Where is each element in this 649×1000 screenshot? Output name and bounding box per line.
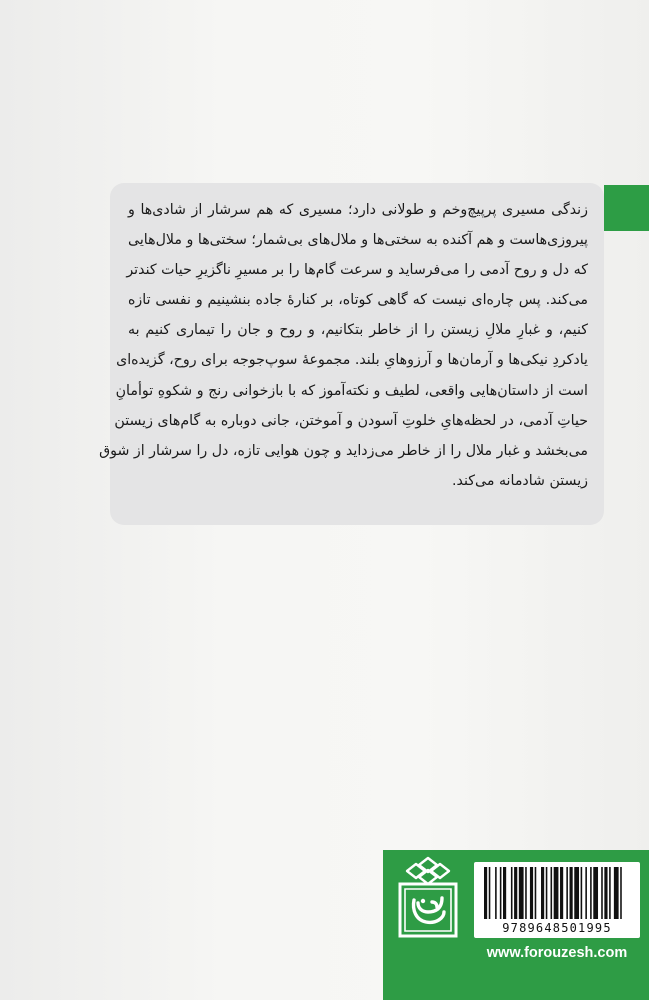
barcode-bar bbox=[566, 867, 568, 919]
barcode-bar bbox=[541, 867, 544, 919]
barcode-bar bbox=[590, 867, 592, 919]
barcode-bar bbox=[574, 867, 579, 919]
blurb-line-10: زیستن شادمانه می‌کند. bbox=[452, 472, 588, 489]
barcode-bars bbox=[484, 867, 632, 919]
publisher-logo-icon bbox=[392, 856, 464, 940]
barcode-bar bbox=[535, 867, 537, 919]
blurb-line-3: که دل و روح آدمی را می‌فرساید و سرعت گام‌ها را بر مسیرِ ناگزیرِ حیات کندتر bbox=[126, 262, 588, 279]
blurb-line-4: می‌کند. پس چاره‌ای نیست که گاهی کوتاه، بر کنارهٔ جاده بنشینیم و نفسی تازه bbox=[128, 292, 588, 309]
barcode-bar bbox=[489, 867, 491, 919]
green-tab bbox=[604, 185, 649, 231]
barcode-bar bbox=[500, 867, 502, 919]
barcode-bar bbox=[554, 867, 559, 919]
isbn-number: 9789648501995 bbox=[502, 921, 612, 935]
barcode-bar bbox=[604, 867, 607, 919]
isbn-barcode bbox=[474, 862, 640, 938]
barcode-bar bbox=[581, 867, 583, 919]
blurb-line-1: زندگی مسیری پرپیچ‌وخم و طولانی دارد؛ مسیری که هم سرشار از شادی‌ها و bbox=[128, 202, 588, 218]
barcode-bar bbox=[495, 867, 497, 919]
blurb-line-7: است از داستان‌هایی واقعی، لطیف و نکته‌آموز که با بازخوانی رنج و شکوهِ توأمانِ bbox=[115, 382, 588, 399]
blurb-line-2: پیروزی‌هاست و هم آکنده به سختی‌ها و ملال‌های بی‌شمار؛ سختی‌ها و ملال‌هایی bbox=[128, 232, 588, 249]
barcode-bar bbox=[511, 867, 513, 919]
barcode-bar bbox=[514, 867, 517, 919]
blurb-line-9: می‌بخشد و غبار ملال را از خاطر می‌زداید و چون هوایی تازه، دل را سرشار از شوق bbox=[99, 442, 588, 459]
publisher-website: www.forouzesh.com bbox=[486, 945, 628, 961]
blurb-line-5: کنیم، و غبارِ ملالِ زیستن را از خاطر بتکانیم، و روح و جان را تیماری کنیم به bbox=[128, 322, 588, 339]
barcode-bar bbox=[551, 867, 553, 919]
barcode-bar bbox=[609, 867, 611, 919]
blurb-box bbox=[99, 183, 604, 525]
barcode-bar bbox=[620, 867, 622, 919]
barcode-bar bbox=[530, 867, 533, 919]
barcode-bar bbox=[519, 867, 524, 919]
barcode-bar bbox=[593, 867, 598, 919]
barcode-bar bbox=[503, 867, 506, 919]
barcode-bar bbox=[484, 867, 487, 919]
barcode-bar bbox=[614, 867, 619, 919]
barcode-bar bbox=[560, 867, 563, 919]
blurb-line-6: یادکردِ نیکی‌ها و آرمان‌ها و آرزوهایِ بلند. مجموعهٔ سوپ‌جوجه برای روح، گزیده‌ای bbox=[116, 352, 588, 369]
blurb-line-8: حیاتِ آدمی، در لحظه‌هایِ خلوتِ آسودن و آموختن، جانی دوباره به گام‌های زیستن bbox=[114, 412, 588, 429]
barcode-bar bbox=[601, 867, 603, 919]
barcode-bar bbox=[585, 867, 587, 919]
barcode-bar bbox=[570, 867, 573, 919]
barcode-bar bbox=[525, 867, 527, 919]
barcode-bar bbox=[546, 867, 548, 919]
